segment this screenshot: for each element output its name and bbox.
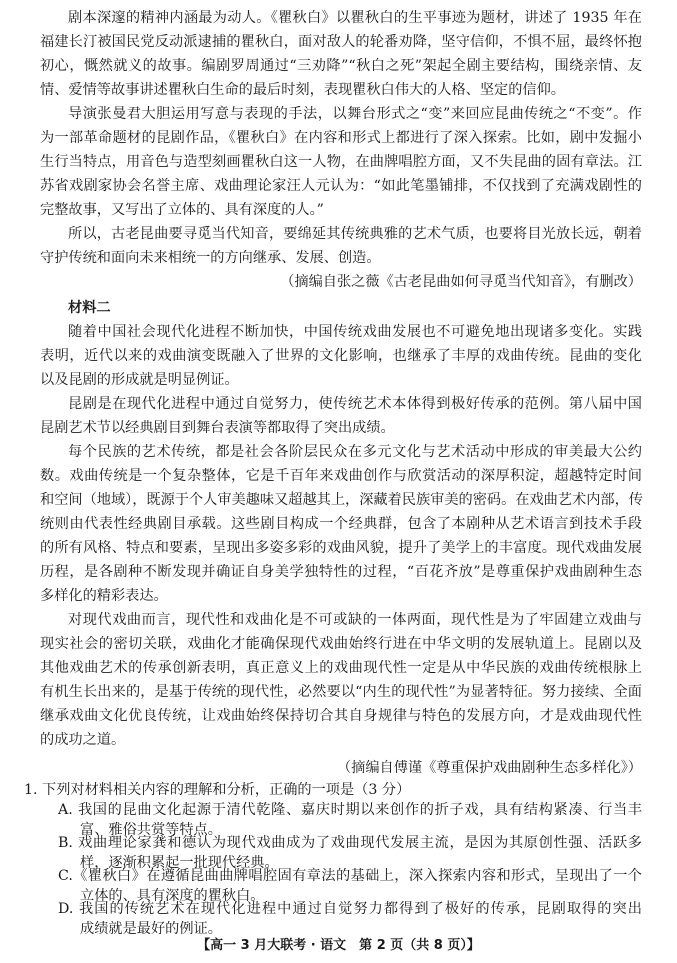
material1-line: 初心，慨然就义的故事。编剧罗周通过“三劝降”“秋白之死”架起全剧主要结构，围绕亲情、友 (40, 58, 642, 74)
option-D-continuation: 成绩就是最好的例证。 (80, 921, 222, 937)
option-B-continuation: 样，逐渐积累起一批现代经典。 (80, 855, 279, 871)
material1-line: 所以，古老昆曲要寻觅当代知音，要绵延其传统典雅的艺术气质，也要将目光放长远，朝着 (68, 226, 642, 242)
material1-line: 苏省戏剧家协会名誉主席、戏曲理论家汪人元认为：“如此笔墨铺排，不仅找到了充满戏剧性的 (40, 178, 642, 194)
material2-line: 有机生长出来的，是基于传统的现代性，必然要以“内生的现代性”为显著特征。努力接续、全面 (40, 684, 642, 700)
material1-line: 导演张曼君大胆运用写意与表现的手法，以舞台形式之“变”来回应昆曲传统之“不变”。作 (68, 106, 642, 122)
material2-line: 数。戏曲传统是一个复杂整体，它是千百年来戏曲创作与欣赏活动的深厚积淀，超越特定时间 (40, 468, 642, 484)
question-stem: 1. 下列对材料相关内容的理解和分析，正确的一项是（3 分） (24, 782, 411, 798)
material1-line: 福建长汀被国民党反动派逮捕的瞿秋白，面对敌人的轮番劝降，坚守信仰，不惧不屈，最终怀抱 (40, 34, 642, 50)
material1-source: （摘编自张之薇《古老昆曲如何寻觅当代知音》，有删改） (280, 274, 642, 290)
material2-line: 历程，是各剧种不断发现并确证自身美学独特性的过程，“百花齐放”是尊重保护戏曲剧种生态 (40, 564, 642, 580)
material2-line: 昆剧艺术节以经典剧目到舞台表演等都取得了突出成绩。 (40, 420, 395, 436)
material1-line: 守护传统和面向未来相统一的方向继承、发展、创造。 (40, 250, 381, 266)
material2-line: 的所有风格、特点和要素，呈现出多姿多彩的戏曲风貌，提升了美学上的丰富度。现代戏曲发展 (40, 540, 642, 556)
material2-line: 继承戏曲文化优良传统，让戏曲始终保持切合其自身规律与特色的发展方向，才是戏曲现代性 (40, 708, 642, 724)
option-A: A. 我国的昆曲文化起源于清代乾隆、嘉庆时期以来创作的折子戏，具有结构紧凑、行当丰 (58, 802, 642, 818)
option-B: B. 戏曲理论家龚和德认为现代戏曲成为了戏曲现代发展主流，是因为其原创性强、活跃多 (58, 835, 642, 851)
material2-line: 的成功之道。 (40, 732, 126, 748)
material2-line: 表明，近代以来的戏曲演变既融入了世界的文化影响，也继承了丰厚的戏曲传统。昆曲的变化 (40, 348, 642, 364)
material2-line: 对现代戏曲而言，现代性和戏曲化是不可或缺的一体两面，现代性是为了牢固建立戏曲与 (68, 612, 642, 628)
material2-line: 每个民族的艺术传统，都是社会各阶层民众在多元文化与艺术活动中形成的审美最大公约 (68, 444, 642, 460)
material1-line: 完整故事，又写出了立体的、具有深度的人。” (40, 202, 324, 218)
option-A-continuation: 富、雅俗共赏等特点。 (80, 822, 222, 838)
material1-line: 剧本深邃的精神内涵最为动人。《瞿秋白》以瞿秋白的生平事迹为题材，讲述了 1935 年在 (68, 10, 642, 26)
material2-line: 现实社会的密切关联，戏曲化才能确保现代戏曲始终行进在中华文明的发展轨道上。昆剧以及 (40, 636, 642, 652)
option-D: D. 我国的传统艺术在现代化进程中通过自觉努力都得到了极好的传承，昆剧取得的突出 (58, 901, 642, 917)
material2-line: 统则由代表性经典剧目承载。这些剧目构成一个经典群，包含了本剧种从艺术语言到技术手段 (40, 516, 642, 532)
material1-line: 情、爱情等故事讲述瞿秋白生命的最后时刻，表现瞿秋白伟大的人格、坚定的信仰。 (40, 82, 565, 98)
material2-line: 随着中国社会现代化进程不断加快，中国传统戏曲发展也不可避免地出现诸多变化。实践 (68, 324, 642, 340)
option-C: C.《瞿秋白》在遵循昆曲曲牌唱腔固有章法的基础上，深入探索内容和形式，呈现出了一个 (58, 868, 642, 884)
material2-heading: 材料二 (68, 300, 111, 316)
material2-line: 以及昆剧的形成就是明显例证。 (40, 372, 239, 388)
option-C-continuation: 立体的、具有深度的瞿秋白。 (80, 888, 265, 904)
material1-line: 生行当特点，用音色与造型刻画瞿秋白这一人物，在曲牌唱腔方面，又不失昆曲的固有章法。江 (40, 154, 642, 170)
page-footer: 【高一 3 月大联考 · 语文 第 2 页（共 8 页）】 (197, 938, 480, 953)
material2-line: 昆剧是在现代化进程中通过自觉努力，使传统艺术本体得到极好传承的范例。第八届中国 (68, 396, 642, 412)
material2-line: 和空间（地域），既源于个人审美趣味又超越其上，深藏着民族审美的密码。在戏曲艺术内部，传 (40, 492, 643, 508)
material2-line: 其他戏曲艺术的传承创新表明，真正意义上的戏曲现代性一定是从中华民族的戏曲传统根脉上 (40, 660, 642, 676)
material2-source: （摘编自傅谨《尊重保护戏曲剧种生态多样化》） (336, 760, 642, 776)
material1-line: 为一部革命题材的昆剧作品，《瞿秋白》在内容和形式上都进行了深入探索。比如，剧中发掘小 (40, 130, 642, 146)
material2-line: 多样化的精彩表达。 (40, 588, 168, 604)
